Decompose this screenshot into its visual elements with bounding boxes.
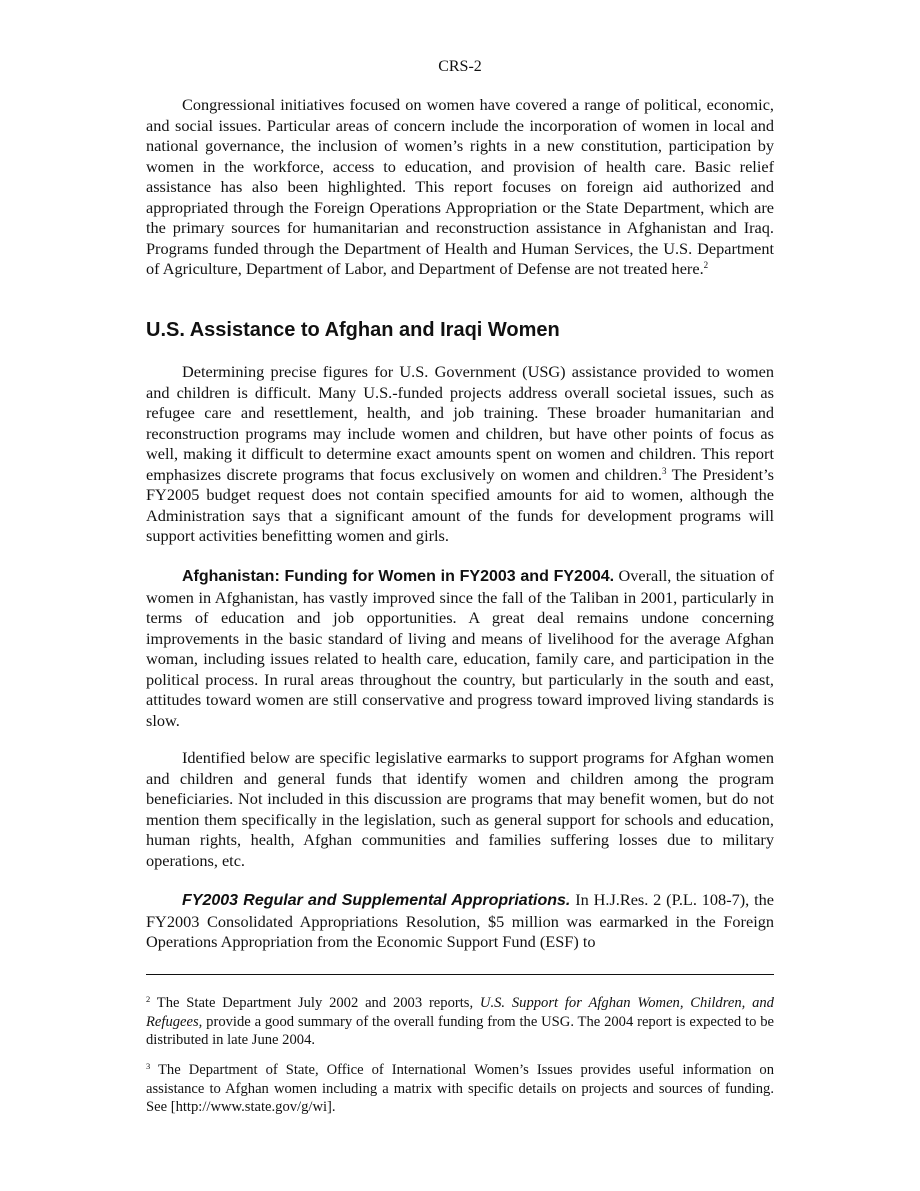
footnote-text: The State Department July 2002 and 2003 reports, [150, 995, 480, 1011]
footnote-ref-2[interactable]: 2 [703, 260, 709, 270]
paragraph-text: Overall, the situation of women in Afghanistan, has vastly improved since the fall of the Taliban in 2001, particularly in terms of education and job opportunities. A great deal remains undone concerning improvements in the basic standard of living and means of livelihood for the average Afghan woman, including issues related to health care, education, family care, and participation in the political process. In rural areas throughout the country, but particularly in the south and east, attitudes toward women are still conservative and progress toward improved living standards is slow. [146, 566, 775, 730]
paragraph-usg-assistance [146, 362, 774, 547]
paragraph-text-continued: The President’s FY2005 budget request does not contain specified amounts for aid to women, although the Administration says that a significant amount of the funds for development programs will support activities benefitting women and girls. [146, 464, 774, 545]
paragraph-afghanistan-funding [146, 566, 774, 731]
section-heading: U.S. Assistance to Afghan and Iraqi Women [146, 319, 560, 341]
paragraph-text: In H.J.Res. 2 (P.L. 108-7), the FY2003 Consolidated Appropriations Resolution, $5 million was earmarked in the Foreign Operations Appropriation from the Economic Support Fund (ESF) to [146, 890, 774, 951]
report-title: U.S. Support for Afghan Women, Children, and Refugees, [146, 995, 774, 1030]
footnote-ref-3[interactable]: 3 [661, 465, 667, 476]
footnote-number: 2 [146, 994, 151, 1004]
subsection-heading: FY2003 Regular and Supplemental Appropriations. [182, 892, 571, 909]
footnote-2 [146, 994, 774, 1050]
subsection-heading: Afghanistan: Funding for Women in FY2003 and FY2004. [182, 568, 615, 585]
footnote-text: The Department of State, Office of International Women’s Issues provides useful information on assistance to Afghan women including a matrix with specific details on projects and sources of funding. See [http://www.state.gov/g/wi]. [146, 1062, 774, 1115]
footnote-number: 3 [146, 1061, 151, 1071]
paragraph-text: Identified below are specific legislative earmarks to support programs for Afghan women and children and general funds that identify women and children among the program beneficiaries. Not included in this discussion are programs that may benefit women, but do not mention them specifically in the legislation, such as general support for schools and education, human rights, health, Afghan communities and families suffering losses due to military operations, etc. [146, 748, 774, 870]
paragraph-intro [146, 95, 774, 280]
paragraph-text: Congressional initiatives focused on women have covered a range of political, economic, and social issues. Particular areas of concern include the incorporation of women in local and national governance, the inclusion of women’s rights in a new constitution, participation by women in the workforce, access to education, and provision of health care. Basic relief assistance has also been highlighted. This report focuses on foreign aid authorized and appropriated through the Foreign Operations Appropriation or the State Department, which are the primary sources for humanitarian and reconstruction assistance in Afghanistan and Iraq. Programs funded through the Department of Health and Human Services, the U.S. Department of Agriculture, Department of Labor, and Department of Defense are not treated here. [146, 95, 774, 278]
footnote-text-continued: provide a good summary of the overall funding from the USG. The 2004 report is expected to be distributed in late June 2004. [146, 1013, 774, 1048]
page-header: CRS-2 [438, 58, 482, 75]
paragraph-earmarks [146, 748, 774, 871]
paragraph-text: Determining precise figures for U.S. Government (USG) assistance provided to women and children is difficult. Many U.S.-funded projects address overall societal issues, such as refugee care and resettlement, health, and job training. These broader humanitarian and reconstruction programs may include women and children, but have other points of focus as well, making it difficult to determine exact amounts spent on women and children. This report emphasizes discrete programs that focus exclusively on women and children. [146, 362, 774, 484]
paragraph-fy2003-appropriations [146, 890, 774, 953]
footnote-divider [146, 974, 774, 975]
footnote-3 [146, 1061, 774, 1117]
